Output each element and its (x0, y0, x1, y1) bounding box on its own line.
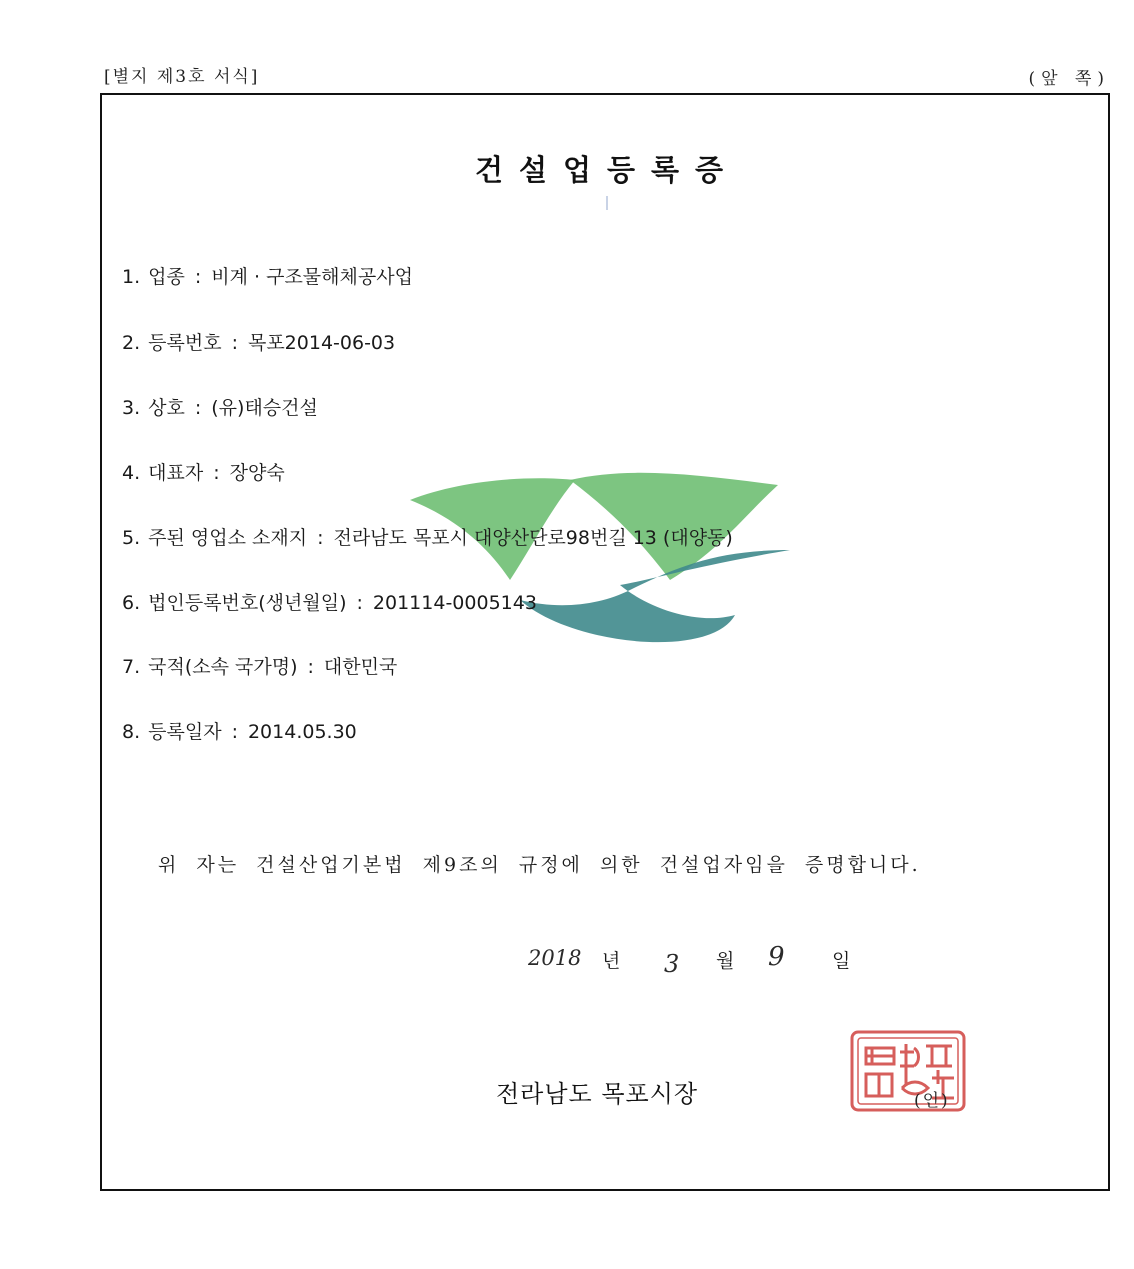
item-number: 8. (122, 721, 141, 743)
item-label: 법인등록번호(생년월일) (148, 592, 347, 614)
item-value: 2014.05.30 (247, 721, 357, 743)
item-company-name (122, 393, 318, 420)
item-office-address (122, 523, 733, 550)
issuer-name: 전라남도 목포시장 (496, 1080, 699, 1108)
watermark-lower-wave (520, 550, 790, 642)
seal-mark-label: (인) (914, 1091, 950, 1111)
item-label: 상호 (148, 397, 185, 419)
item-value: 비계 · 구조물해체공사업 (211, 266, 413, 288)
item-label: 국적(소속 국가명) (148, 656, 298, 678)
page-side-label: (앞 쪽) (1028, 69, 1110, 89)
item-number: 6. (122, 592, 141, 614)
certification-statement: 위 자는 건설산업기본법 제9조의 규정에 의한 건설업자임을 증명합니다. (158, 854, 921, 876)
item-separator: : (213, 462, 220, 484)
item-label: 주된 영업소 소재지 (148, 527, 308, 549)
item-separator: : (231, 332, 238, 354)
item-separator: : (194, 397, 202, 419)
emblem-watermark (400, 470, 790, 650)
item-number: 7. (122, 656, 141, 678)
item-label: 대표자 (148, 462, 204, 484)
item-value: 장양숙 (229, 462, 285, 484)
item-number: 3. (122, 397, 141, 419)
item-separator: : (317, 527, 324, 549)
issue-date (0, 942, 1134, 982)
issue-month: 3 (664, 950, 680, 978)
item-label: 등록번호 (148, 332, 222, 354)
issue-year: 2018 (528, 946, 582, 970)
item-value: 목포2014-06-03 (247, 332, 396, 354)
scan-artifact (606, 196, 608, 210)
item-corporate-number (122, 588, 537, 615)
issue-year-unit: 년 (602, 950, 621, 972)
issue-day-unit: 일 (832, 950, 851, 972)
issue-month-unit: 월 (716, 950, 735, 972)
item-value: 전라남도 목포시 대양산단로98번길 13 (대양동) (333, 527, 733, 549)
item-number: 5. (122, 527, 141, 549)
official-seal-stamp (848, 1026, 972, 1116)
item-value: (유)태승건설 (211, 397, 318, 419)
item-separator: : (356, 592, 363, 614)
item-separator: : (231, 721, 238, 743)
item-number: 2. (122, 332, 141, 354)
item-label: 업종 (148, 266, 185, 288)
item-number: 1. (122, 266, 141, 288)
item-nationality (122, 652, 397, 679)
item-label: 등록일자 (148, 721, 222, 743)
item-separator: : (194, 266, 202, 288)
item-separator: : (307, 656, 314, 678)
item-business-type (122, 262, 413, 289)
item-registration-number (122, 328, 395, 355)
item-value: 201114-0005143 (372, 592, 537, 614)
certificate-title: 건설업등록증 (474, 153, 740, 187)
item-number: 4. (122, 462, 141, 484)
issue-day: 9 (768, 942, 785, 972)
item-value: 대한민국 (323, 656, 398, 678)
item-registration-date (122, 717, 357, 744)
form-number-label: [별지 제3호 서식] (104, 67, 260, 87)
item-representative (122, 458, 285, 485)
